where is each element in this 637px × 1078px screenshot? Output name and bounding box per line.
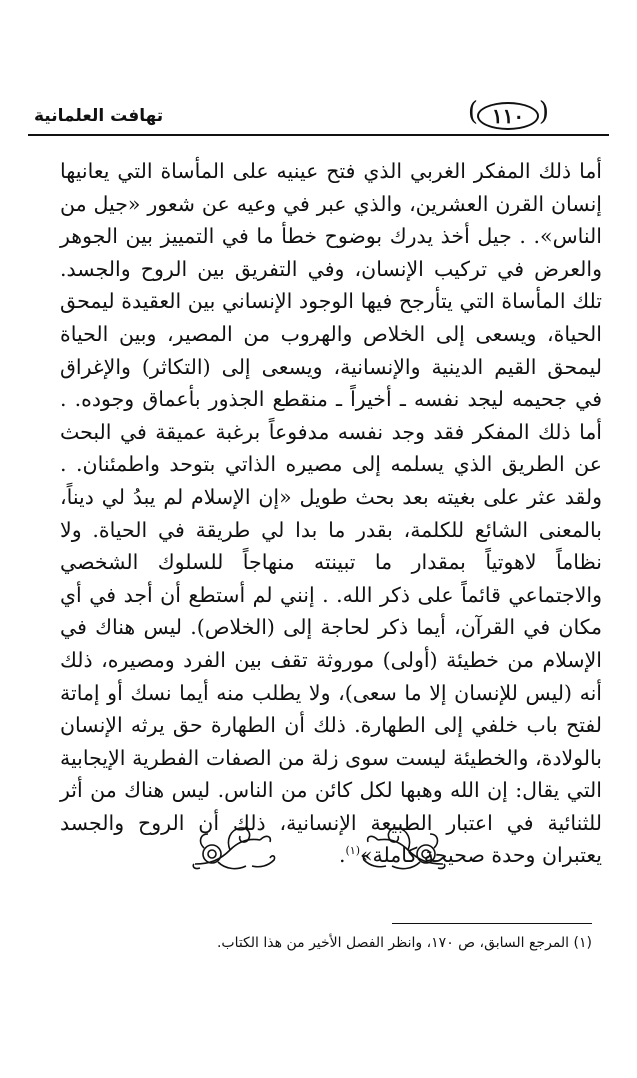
footnote-marker: (١)	[345, 844, 360, 858]
page-number-bracket-left: )	[467, 97, 478, 127]
floral-ornament-icon	[358, 820, 448, 876]
footnote: (١) المرجع السابق، ص ١٧٠، وانظر الفصل الأخير من هذا الكتاب.	[216, 935, 592, 951]
page-number-bracket-right: (	[538, 97, 549, 127]
body-paragraph	[60, 155, 602, 872]
page-header	[28, 92, 609, 136]
page-number: ١١٠	[477, 102, 539, 130]
running-title: تهافت العلمانية	[34, 106, 164, 126]
footnote-divider	[392, 923, 592, 924]
paragraph-end: .	[338, 843, 346, 868]
floral-ornament-icon	[190, 820, 280, 876]
paragraph-text: أما ذلك المفكر الغربي الذي فتح عينيه على المأساة التي يعانيها إنسان القرن العشرين، والذي عبر في وعيه عن شعور «جيل من الناس». . جيل أخذ يدرك بوضوح خطأ ما في التمييز بين الجوهر والعرض في تركيب الإنسان، وفي التفريق بين الروح والجسد. تلك المأساة التي يتأرجح فيها الوجود الإنساني بين العقيدة ليمحق الحياة، ويسعى إلى الخلاص والهروب من المصير، وبين الحياة ليمحق القيم الدينية والإنسانية، ويسعى إلى (التكاثر) والإغراق في جحيمه ليجد نفسه ـ أخيراً ـ منقطع الجذور بأعماق وجوده. . أما ذلك المفكر فقد وجد نفسه مدفوعاً برغبة عميقة في البحث عن الطريق الذي يسلمه إلى مصيره الذاتي بتوحد واطمئنان. . ولقد عثر على بغيته بعد بحث طويل «إن الإسلام لم يبدُ لي ديناً، بالمعنى الشائع للكلمة، بقدر ما بدا لي طريقة في الحياة. ولا نظاماً لاهوتياً بمقدار ما تبينته منهاجاً للسلوك الشخصي والاجتماعي قائماً على ذكر الله. . إنني لم أستطع أن أجد في أي مكان في القرآن، أيما ذكر لحاجة إلى (الخلاص). ليس هناك في الإسلام من خطيئة (أولى) موروثة تقف بين الفرد ومصيره، ذلك أنه (ليس للإنسان إلا ما سعى)، ولا يطلب منه أيما نسك أو إماتة لفتح باب خلفي إلى الطهارة. ذلك أن الطهارة حق يرثه الإنسان بالولادة، والخطيئة ليست سوى زلة من الصفات الفطرية الإيجابية التي يقال: إن الله وهبها لكل كائن من الناس. ليس هناك من أثر للثنائية في اعتبار الطبيعة الإنسانية، ذلك أن الروح والجسد يعتبران وحدة صحيحة كاملة»	[60, 159, 602, 868]
header-divider	[28, 134, 609, 136]
section-ornaments	[180, 820, 470, 880]
